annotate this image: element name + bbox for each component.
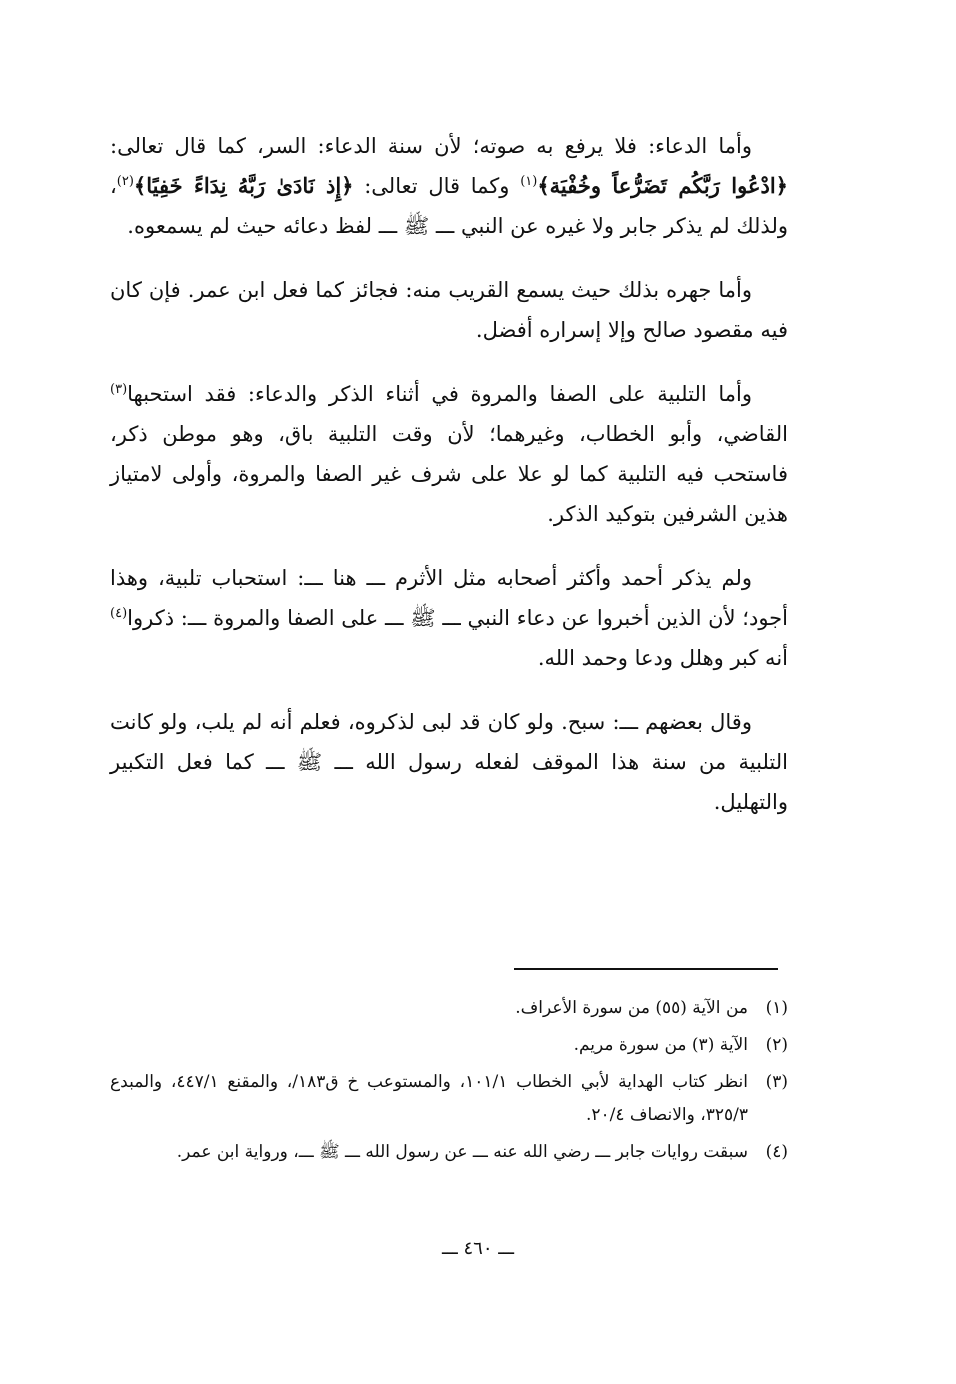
- paragraph-text: وأما جهره بذلك حيث يسمع القريب منه: فجائز كما فعل ابن عمر. فإن كان فيه مقصود صالح وإلا إسراره أفضل.: [110, 278, 788, 342]
- footnotes: [110, 992, 788, 1173]
- paragraph-text: وقال بعضهم ـــ: سبح. ولو كان قد لبى لذكروه، فعلم أنه لم يلب، ولو كانت التلبية من سنة هذا الموقف لفعله رسول الله ـــ ﷺ ـــ كما فعل التكبير والتهليل.: [110, 710, 788, 814]
- footnote-item: [110, 992, 788, 1025]
- footnote-number: (١): [765, 998, 788, 1018]
- footnote-number: (٢): [765, 1035, 788, 1055]
- paragraph: [110, 374, 788, 534]
- page-number: ـــ ٤٦٠ ـــ: [441, 1238, 515, 1259]
- paragraph-text: أنه كبر وهلل ودعا وحمد الله.: [537, 646, 788, 670]
- paragraph-text: وأما الدعاء: فلا يرفع به صوته؛ لأن سنة الدعاء: السر، كما قال تعالى:: [110, 134, 752, 158]
- quran-verse: ﴿إِذ نَادَىٰ رَبَّهُ نِدَاءً خَفِيًا﴾: [133, 173, 354, 198]
- paragraph-text: ولم يذكر أحمد وأكثر أصحابه مثل الأثرم ـــ هنا ـــ: استحباب تلبية، وهذا أجود؛ لأن الذين أخبروا عن دعاء النبي ـــ ﷺ ـــ على الصفا والمروة ـــ: ذكروا: [110, 566, 788, 630]
- footnote-text: سبقت روايات جابر ـــ رضي الله عنه ـــ عن رسول الله ـــ ﷺ ـــ، ورواية ابن عمر.: [176, 1142, 748, 1162]
- footnote-ref: (٢): [116, 174, 134, 189]
- paragraph: [110, 702, 788, 822]
- footnote-item: [110, 1136, 788, 1169]
- footnote-text: من الآية (٥٥) من سورة الأعراف.: [515, 998, 748, 1018]
- footnote-text: الآية (٣) من سورة مريم.: [573, 1035, 748, 1055]
- footnote-number: (٣): [765, 1072, 788, 1092]
- paragraph: [110, 270, 788, 350]
- quran-verse: ﴿ادْعُوا رَبَّكُم تَضَرُّعاً وخُفْيَة﴾: [537, 173, 788, 198]
- paragraph-text: ، ولذلك لم يذكر جابر ولا غيره عن النبي ـــ ﷺ ـــ لفظ دعائه حيث لم يسمعوه.: [110, 174, 788, 238]
- footnote-number: (٤): [765, 1142, 788, 1162]
- paragraph: [110, 126, 788, 246]
- footnote-item: [110, 1029, 788, 1062]
- main-text: [110, 126, 788, 822]
- paragraph-text: وأما التلبية على الصفا والمروة في أثناء الذكر والدعاء: فقد استحبها: [127, 382, 752, 406]
- footnote-text: انظر كتاب الهداية لأبي الخطاب ١٠١/١، والمستوعب خ ق١٨٣/، والمقنع ٤٤٧/١، والمبدع ٣٢٥/٣، والانصاف ٢٠/٤.: [110, 1072, 749, 1125]
- footnote-separator: [514, 968, 778, 970]
- paragraph-text: القاضي، وأبو الخطاب، وغيرهما؛ لأن وقت التلبية باق، وهو موطن ذكر، فاستحب فيه التلبية كما لو علا على شرف غير الصفا والمروة، وأولى لامتياز هذين الشرفين بتوكيد الذكر.: [110, 422, 788, 526]
- paragraph-text: وكما قال تعالى:: [353, 174, 521, 198]
- footnote-ref: (٣): [110, 382, 128, 397]
- footnote-ref: (١): [520, 174, 538, 189]
- paragraph: [110, 558, 788, 678]
- footnote-item: [110, 1066, 788, 1132]
- footnote-ref: (٤): [110, 606, 128, 621]
